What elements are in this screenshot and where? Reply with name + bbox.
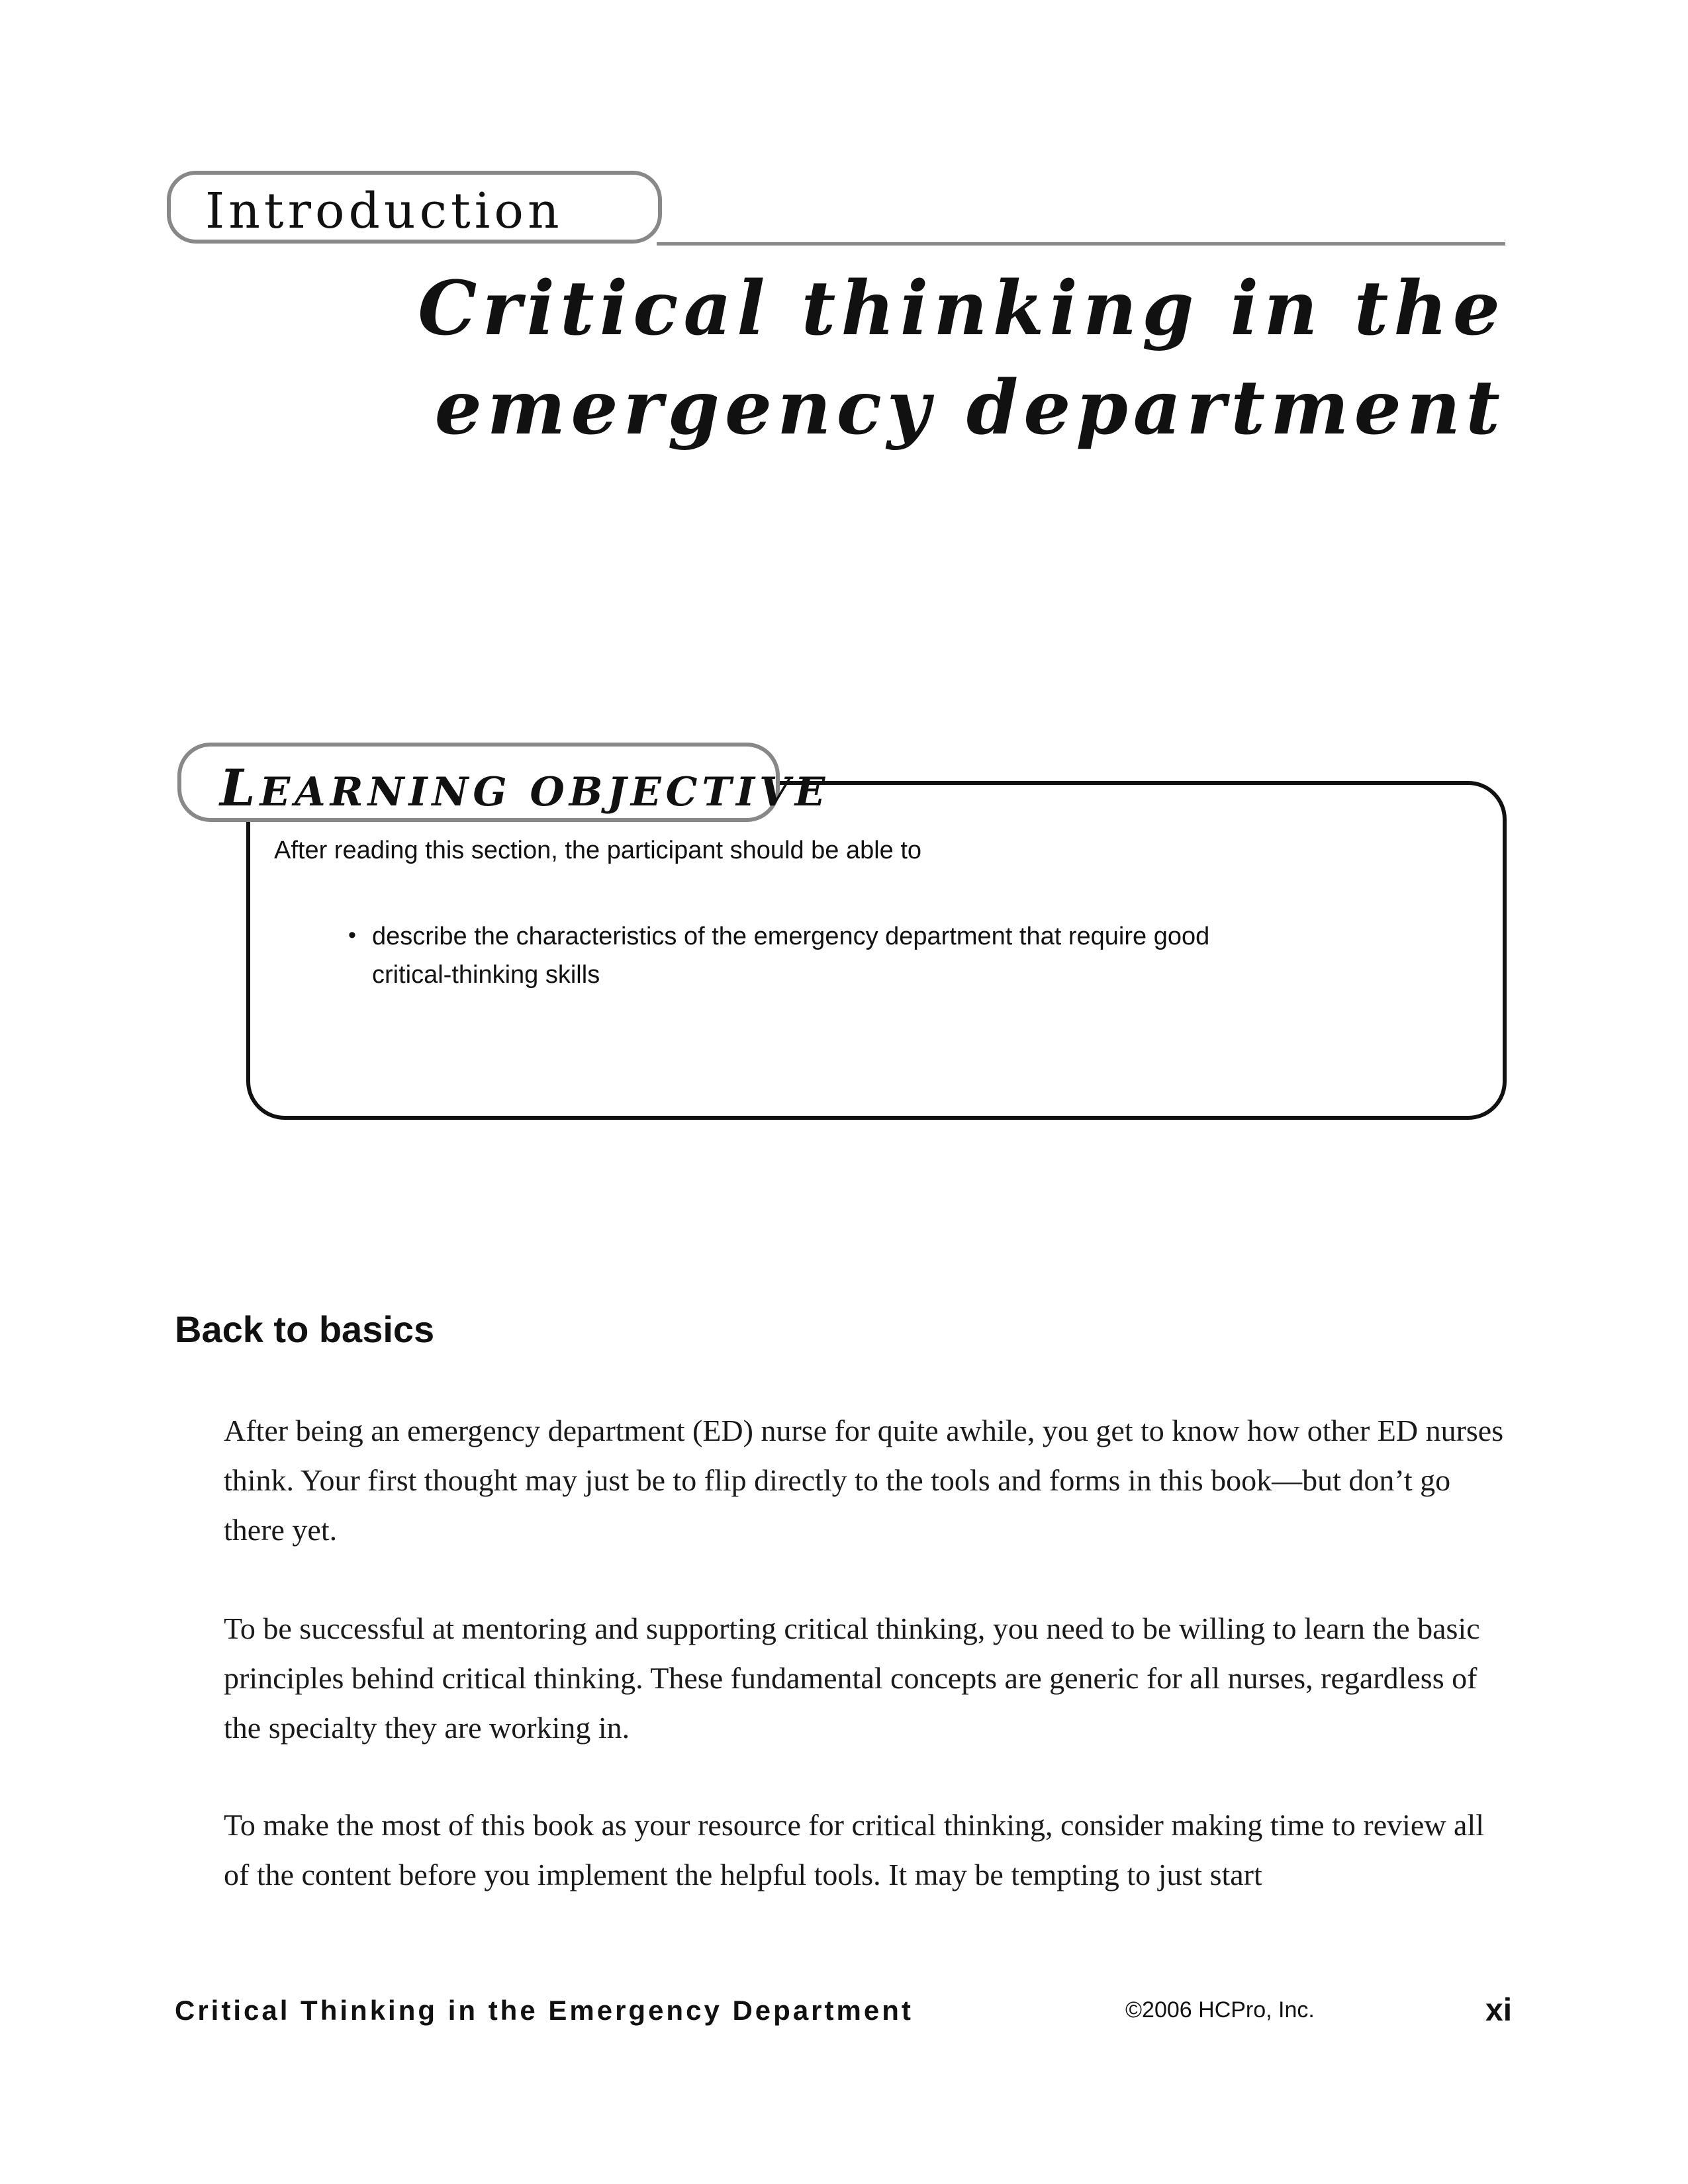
- section-heading: Back to basics: [175, 1308, 435, 1350]
- body-paragraph: After being an emergency department (ED) nurse for quite awhile, you get to know how other ED nurses think. Your first thought may just be to flip directly to the tools and forms in this book—but don’t go there yet.: [224, 1414, 1504, 1547]
- chapter-title-line1: Critical thinking in the: [418, 265, 1505, 352]
- learning-objective-bullet: [348, 917, 1374, 994]
- section-tab: [167, 171, 662, 244]
- footer-book-title: Critical Thinking in the Emergency Department: [175, 1995, 914, 2026]
- bullet-marker: •: [348, 923, 356, 948]
- learning-objective-tab: [177, 743, 830, 822]
- page-number: xi: [1485, 1993, 1513, 2028]
- learning-objective-intro: After reading this section, the participant should be able to: [274, 837, 922, 864]
- header-rule: [657, 242, 1505, 246]
- chapter-title: [418, 259, 1505, 458]
- learning-objective-label: LEARNING OBJECTIVE: [220, 758, 830, 817]
- chapter-title-line2: emergency department: [434, 365, 1505, 451]
- bullet-text-line2: critical-thinking skills: [372, 961, 600, 989]
- footer-copyright: ©2006 HCPro, Inc.: [1125, 1997, 1315, 2023]
- section-label: Introduction: [205, 183, 563, 240]
- body-paragraph: To make the most of this book as your resource for critical thinking, consider making time to review all of the content before you implement the helpful tools. It may be tempting to just start: [224, 1808, 1485, 1891]
- body-paragraph: To be successful at mentoring and supporting critical thinking, you need to be willing to learn the basic principles behind critical thinking. These fundamental concepts are generic for all nurses, regardless of the specialty they are working in.: [224, 1612, 1480, 1745]
- bullet-text-line1: describe the characteristics of the emergency department that require good: [372, 923, 1210, 950]
